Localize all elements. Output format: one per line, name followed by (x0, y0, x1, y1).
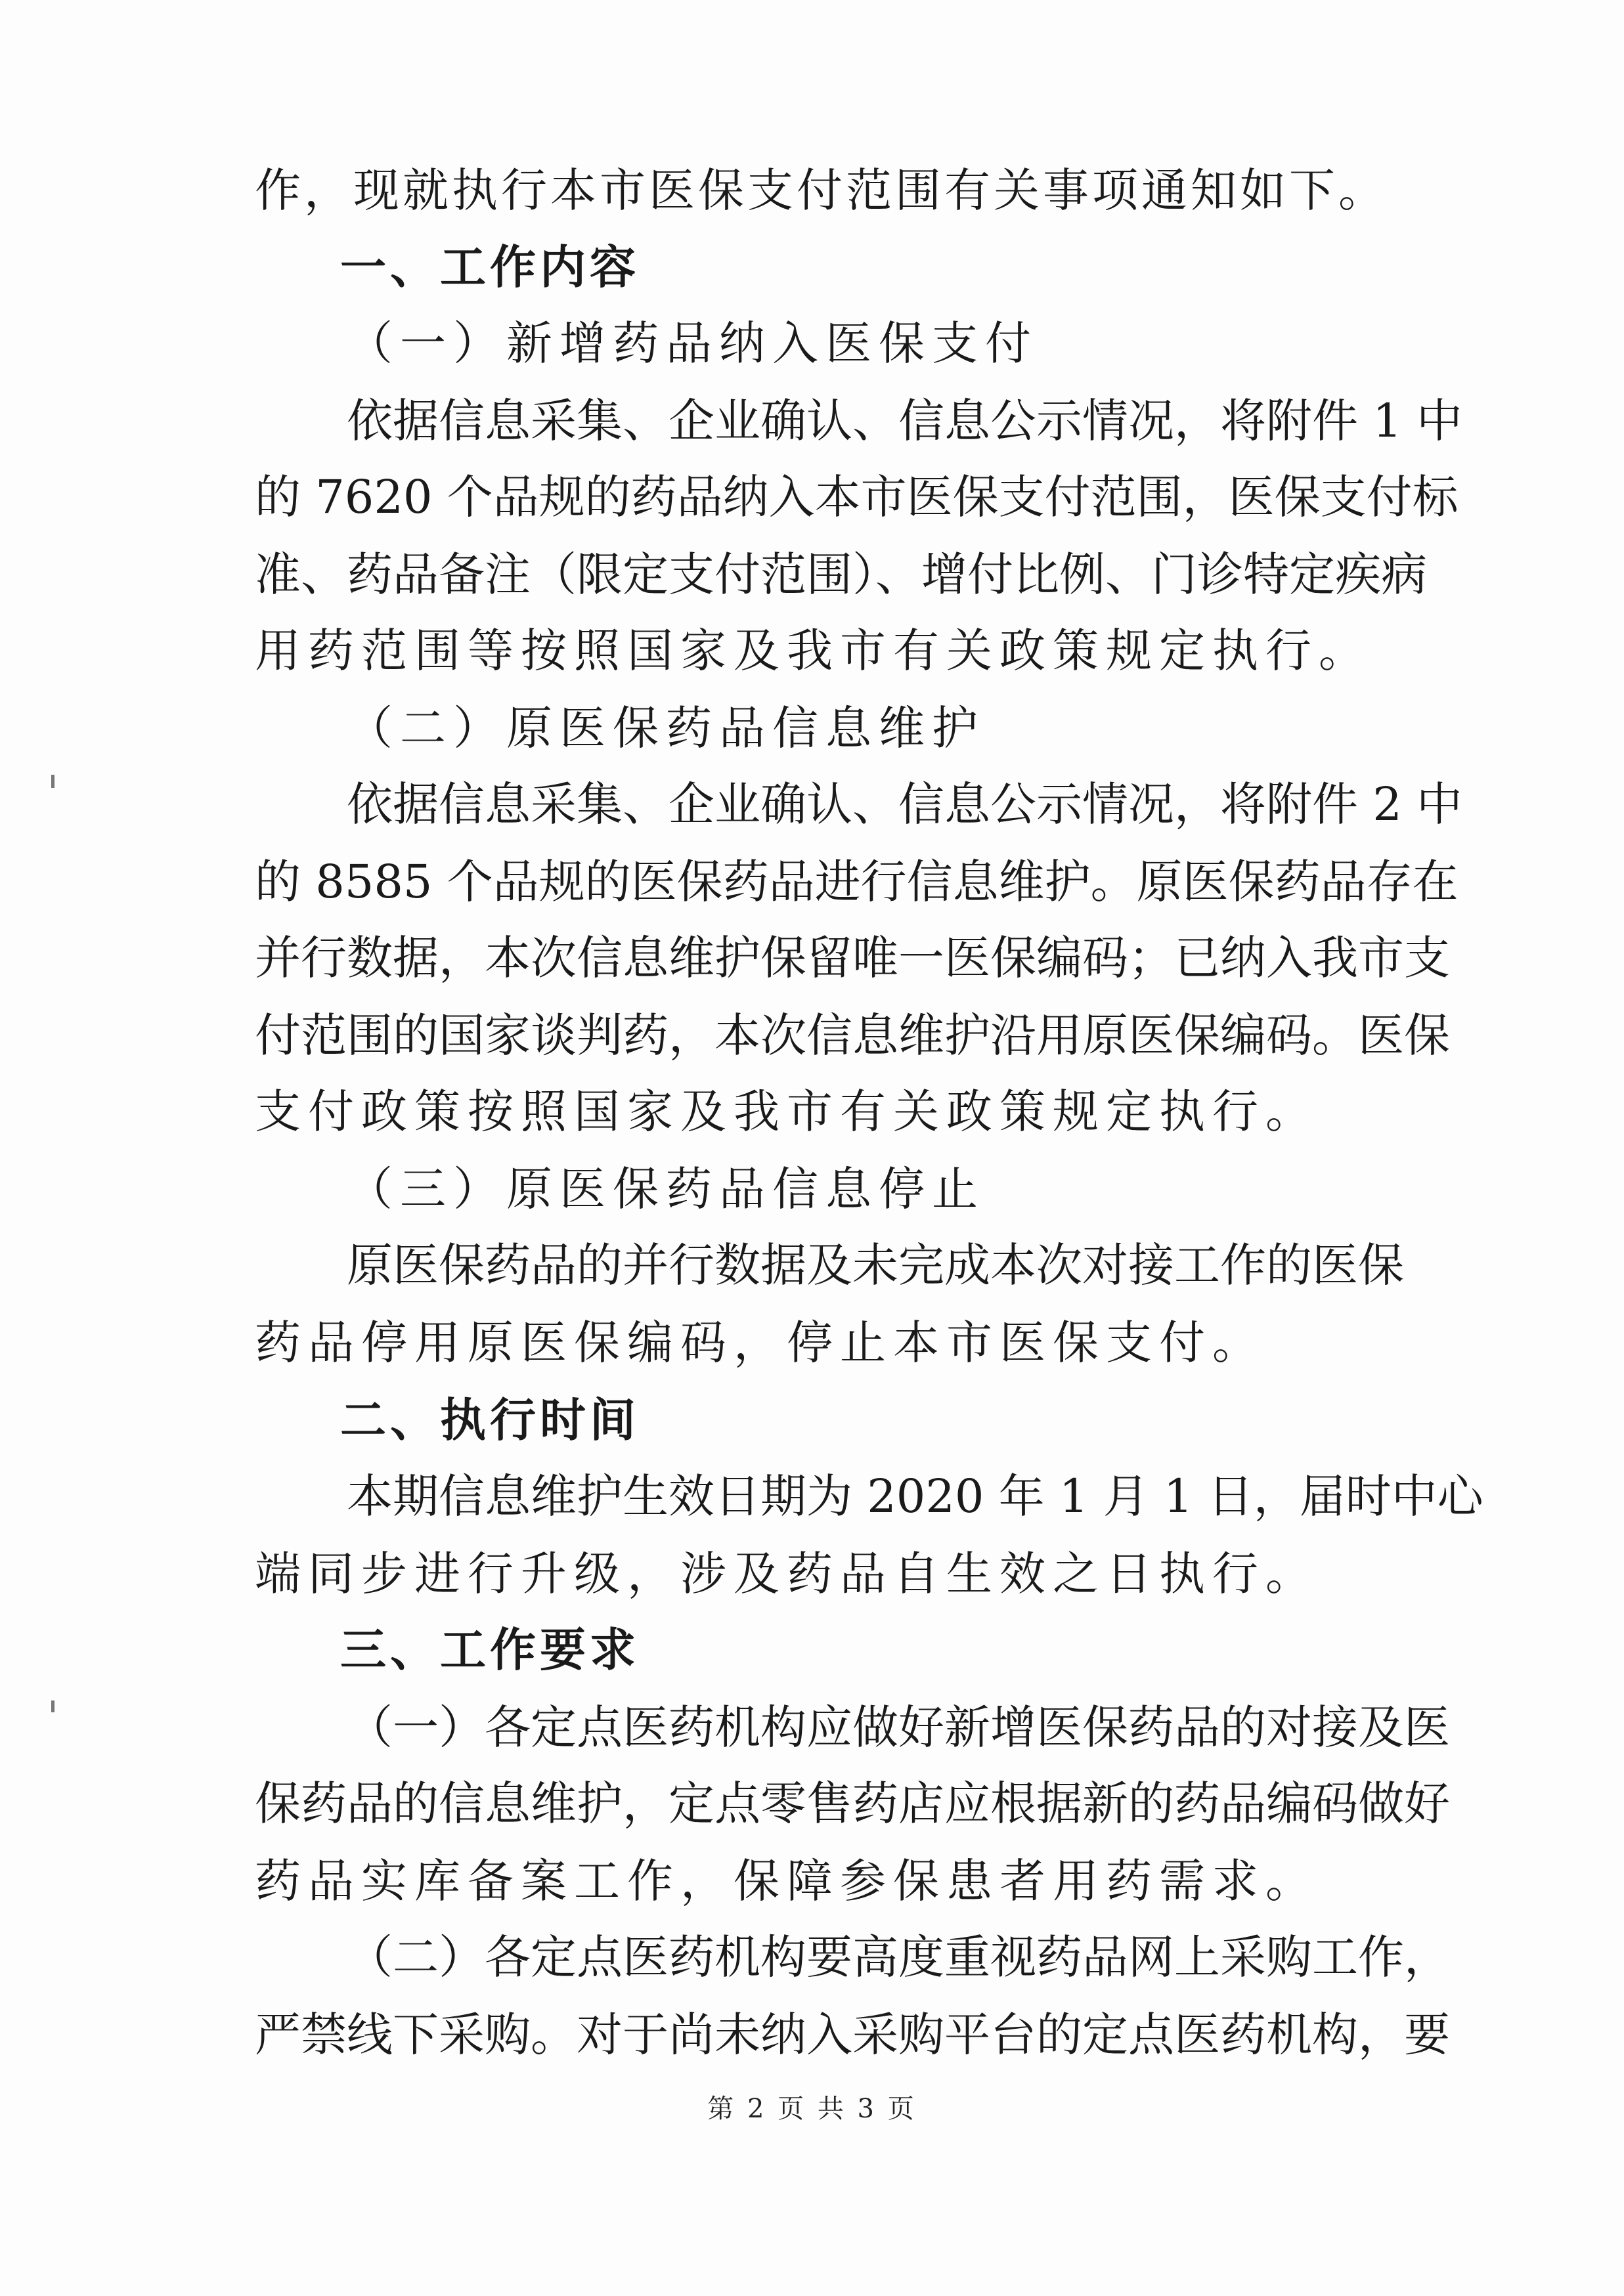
page-number: 第 2 页 共 3 页 (707, 2094, 917, 2124)
section-heading: 一、工作内容 (340, 240, 640, 294)
paragraph-line: 的 8585 个品规的医保药品进行信息维护。原医保药品存在 (255, 855, 1459, 909)
subsection-heading: （三）原医保药品信息停止 (347, 1162, 985, 1216)
section-heading: 三、工作要求 (340, 1623, 640, 1677)
scan-mark (51, 1700, 55, 1712)
paragraph-line: 的 7620 个品规的药品纳入本市医保支付范围，医保支付标 (255, 470, 1459, 524)
paragraph-line: 准、药品备注（限定支付范围）、增付比例、门诊特定疾病 (255, 548, 1427, 601)
paragraph-line: 原医保药品的并行数据及未完成本次对接工作的医保 (347, 1238, 1404, 1292)
paragraph-line: 端同步进行升级，涉及药品自生效之日执行。 (255, 1547, 1319, 1601)
paragraph-line: 药品实库备案工作，保障参保患者用药需求。 (255, 1854, 1319, 1908)
section-heading: 二、执行时间 (340, 1393, 640, 1447)
paragraph-line: 严禁线下采购。对于尚未纳入采购平台的定点医药机构，要 (255, 2008, 1450, 2062)
paragraph-line: 药品停用原医保编码，停止本市医保支付。 (255, 1316, 1265, 1370)
subsection-heading: （二）原医保药品信息维护 (347, 701, 985, 755)
subsection-heading: （一）新增药品纳入医保支付 (347, 316, 1038, 370)
paragraph-line: 依据信息采集、企业确认、信息公示情况，将附件 2 中 (347, 777, 1463, 831)
paragraph-line: 依据信息采集、企业确认、信息公示情况，将附件 1 中 (347, 394, 1463, 448)
paragraph-line: 支付政策按照国家及我市有关政策规定执行。 (255, 1085, 1319, 1138)
scan-mark (51, 775, 55, 788)
paragraph-line: 作，现就执行本市医保支付范围有关事项通知如下。 (255, 163, 1384, 217)
paragraph-line: 保药品的信息维护，定点零售药店应根据新的药品编码做好 (255, 1777, 1450, 1830)
paragraph-line: 并行数据，本次信息维护保留唯一医保编码；已纳入我市支 (255, 931, 1450, 985)
paragraph-line: （二）各定点医药机构要高度重视药品网上采购工作， (347, 1930, 1450, 1984)
paragraph-line: 用药范围等按照国家及我市有关政策规定执行。 (255, 624, 1372, 678)
paragraph-line: （一）各定点医药机构应做好新增医保药品的对接及医 (347, 1700, 1450, 1754)
paragraph-line: 付范围的国家谈判药，本次信息维护沿用原医保编码。医保 (255, 1008, 1450, 1062)
paragraph-line: 本期信息维护生效日期为 2020 年 1 月 1 日，届时中心 (347, 1469, 1483, 1523)
